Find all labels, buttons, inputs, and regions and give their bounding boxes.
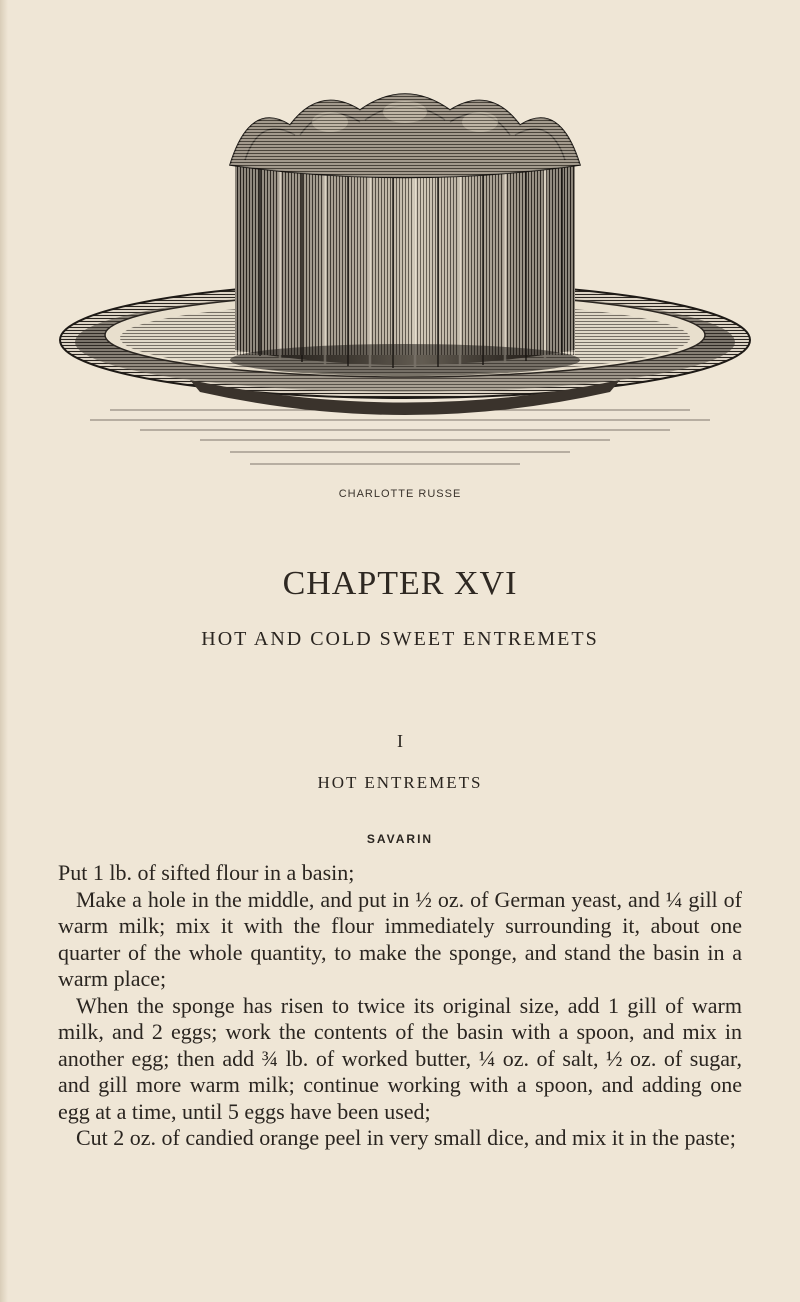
page-edge-shadow [0, 0, 8, 1302]
recipe-instructions [58, 860, 742, 1152]
chapter-title: CHAPTER XVI [282, 565, 518, 602]
recipe-paragraph: Make a hole in the middle, and put in ½ oz. of German yeast, and ¼ gill of warm milk; mix it with the flour immediately surrounding it, about one quarter of the whole quantity, to make the sponge, and stand the basin in a warm place; [58, 886, 742, 991]
recipe-paragraph: When the sponge has risen to twice its original size, add 1 gill of warm milk, and 2 eggs; work the contents of the basin with a spoon, and mix in another egg; then add ¾ lb. of worked butter, ¼ oz. of salt, ½ oz. of sugar, and gill more warm milk; continue working with a spoon, and adding one egg at a time, until 5 eggs have been used; [58, 992, 742, 1124]
recipe-paragraph: Cut 2 oz. of candied orange peel in very small dice, and mix it in the paste; [76, 1125, 736, 1150]
recipe-paragraph: Put 1 lb. of sifted flour in a basin; [58, 860, 355, 885]
recipe-title: SAVARIN [366, 832, 434, 846]
charlotte-russe-engraving-icon [50, 80, 760, 470]
part-number: I [397, 731, 403, 751]
illustration-caption: CHARLOTTE RUSSE [338, 488, 462, 500]
part-title: HOT ENTREMETS [317, 773, 483, 792]
chapter-subtitle: HOT AND COLD SWEET ENTREMETS [201, 628, 599, 650]
